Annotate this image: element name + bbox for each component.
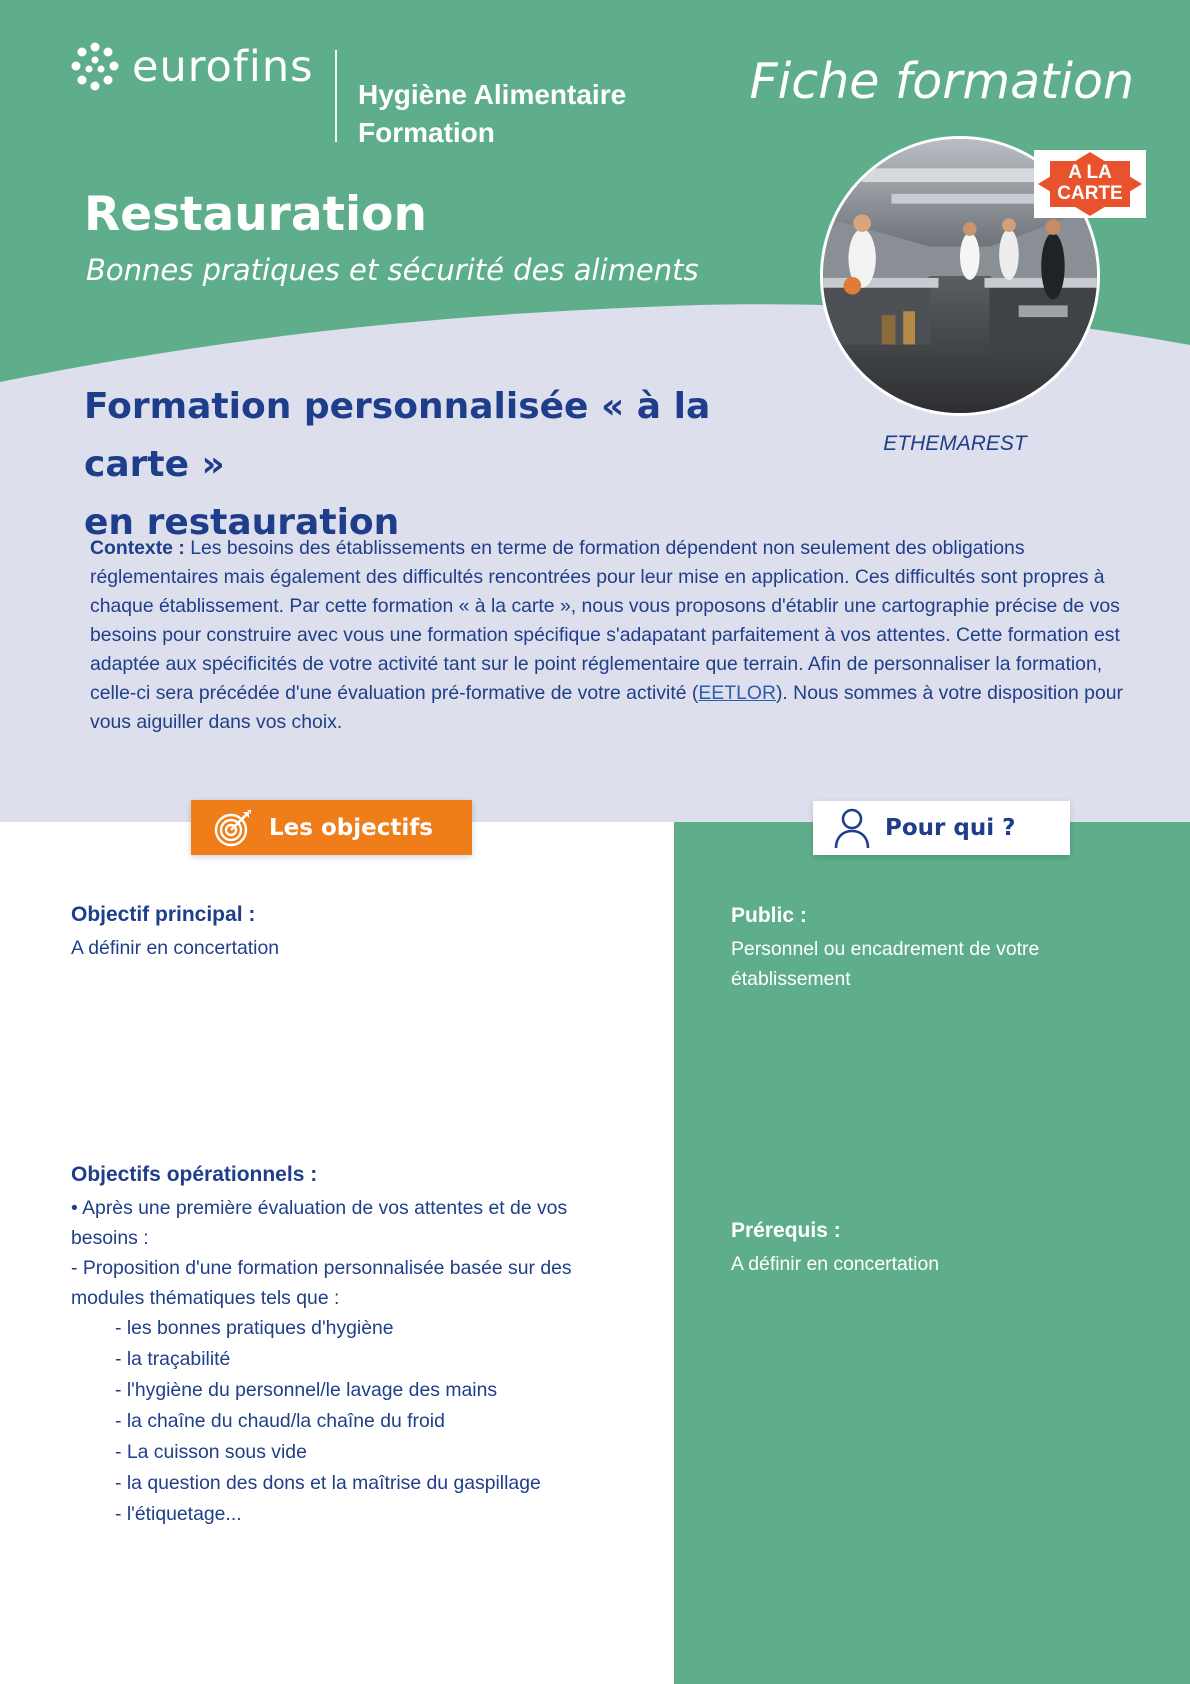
context-text: Les besoins des établissements en terme de formation dépendent non seulement des obligations réglementaires mais également des difficultés rencontrées pour leur mise en application. Ces difficultés sont propres à chaque établissement. Par cette formation « à la carte », nous vous proposons d'établir une cartographie précise de vos besoins pour construire avec vous une formation spécifique s'adapatant parfaitement à vos attentes. Cette formation est adaptée aux spécificités de votre activité tant sur le point réglementaire que terrain. Afin de personnaliser la formation, celle-ci sera précédée d'une évaluation pré-formative de votre activité ( xyxy=(90,537,1120,704)
badge-text xyxy=(1034,162,1146,204)
badge-line2: CARTE xyxy=(1057,183,1123,204)
page-subtitle: Bonnes pratiques et sécurité des aliments xyxy=(86,253,699,287)
header-subtitle-line1: Hygiène Alimentaire xyxy=(358,79,627,110)
page-title: Restauration xyxy=(84,187,427,242)
context-text-end: ). Nous sommes à votre disposition pour vous aiguiller dans vos choix. xyxy=(90,682,1123,733)
list-item: - la question des dons et la maîtrise du gaspillage xyxy=(115,1472,541,1494)
pour-qui-label: Pour qui ? xyxy=(885,815,1016,841)
list-item: - la chaîne du chaud/la chaîne du froid xyxy=(115,1410,445,1432)
pour-qui-section-label xyxy=(813,801,1070,855)
list-item: - la traçabilité xyxy=(115,1348,231,1370)
op-line-proposition: - Proposition d'une formation personnalisée basée sur des modules thématiques tels que : xyxy=(71,1257,572,1309)
objectifs-operationnels-list xyxy=(71,1193,631,1530)
objectifs-section-label xyxy=(191,800,472,855)
list-item: - l'hygiène du personnel/le lavage des mains xyxy=(115,1379,498,1401)
objectif-principal-text: A définir en concertation xyxy=(71,937,280,959)
header-subtitle xyxy=(358,76,626,152)
context-paragraph xyxy=(90,534,1130,737)
prerequis-heading: Prérequis : xyxy=(731,1219,841,1242)
op-line-evaluation: • Après une première évaluation de vos attentes et de vos besoins : xyxy=(71,1197,568,1249)
list-item: - les bonnes pratiques d'hygiène xyxy=(115,1317,394,1339)
formation-title xyxy=(84,378,804,552)
a-la-carte-badge xyxy=(1034,150,1146,218)
public-text: Personnel ou encadrement de votre établissement xyxy=(731,938,1040,990)
fiche-title: Fiche formation xyxy=(749,53,1134,110)
public-heading: Public : xyxy=(731,904,807,927)
objectifs-operationnels-heading: Objectifs opérationnels : xyxy=(71,1163,318,1186)
prerequis-text: A définir en concertation xyxy=(731,1253,940,1275)
eurofins-logo xyxy=(70,42,314,92)
target-icon xyxy=(213,808,253,848)
header-subtitle-line2: Formation xyxy=(358,117,495,148)
eetlor-link[interactable]: EETLOR xyxy=(698,682,776,704)
brand-name: eurofins xyxy=(132,42,314,92)
objectif-principal-heading: Objectif principal : xyxy=(71,903,256,926)
person-icon xyxy=(833,807,871,849)
list-item: - La cuisson sous vide xyxy=(115,1441,307,1463)
eurofins-dots-icon xyxy=(70,42,120,92)
header-divider xyxy=(335,50,337,142)
list-item: - l'étiquetage... xyxy=(115,1503,242,1525)
formation-title-line1: Formation personnalisée « à la carte » xyxy=(84,386,711,485)
objectifs-label: Les objectifs xyxy=(269,814,433,841)
badge-line1: A LA xyxy=(1068,162,1112,183)
context-label: Contexte : xyxy=(90,537,185,559)
formation-code: ETHEMAREST xyxy=(883,432,1027,455)
formation-title-line2: en restauration xyxy=(84,502,400,543)
